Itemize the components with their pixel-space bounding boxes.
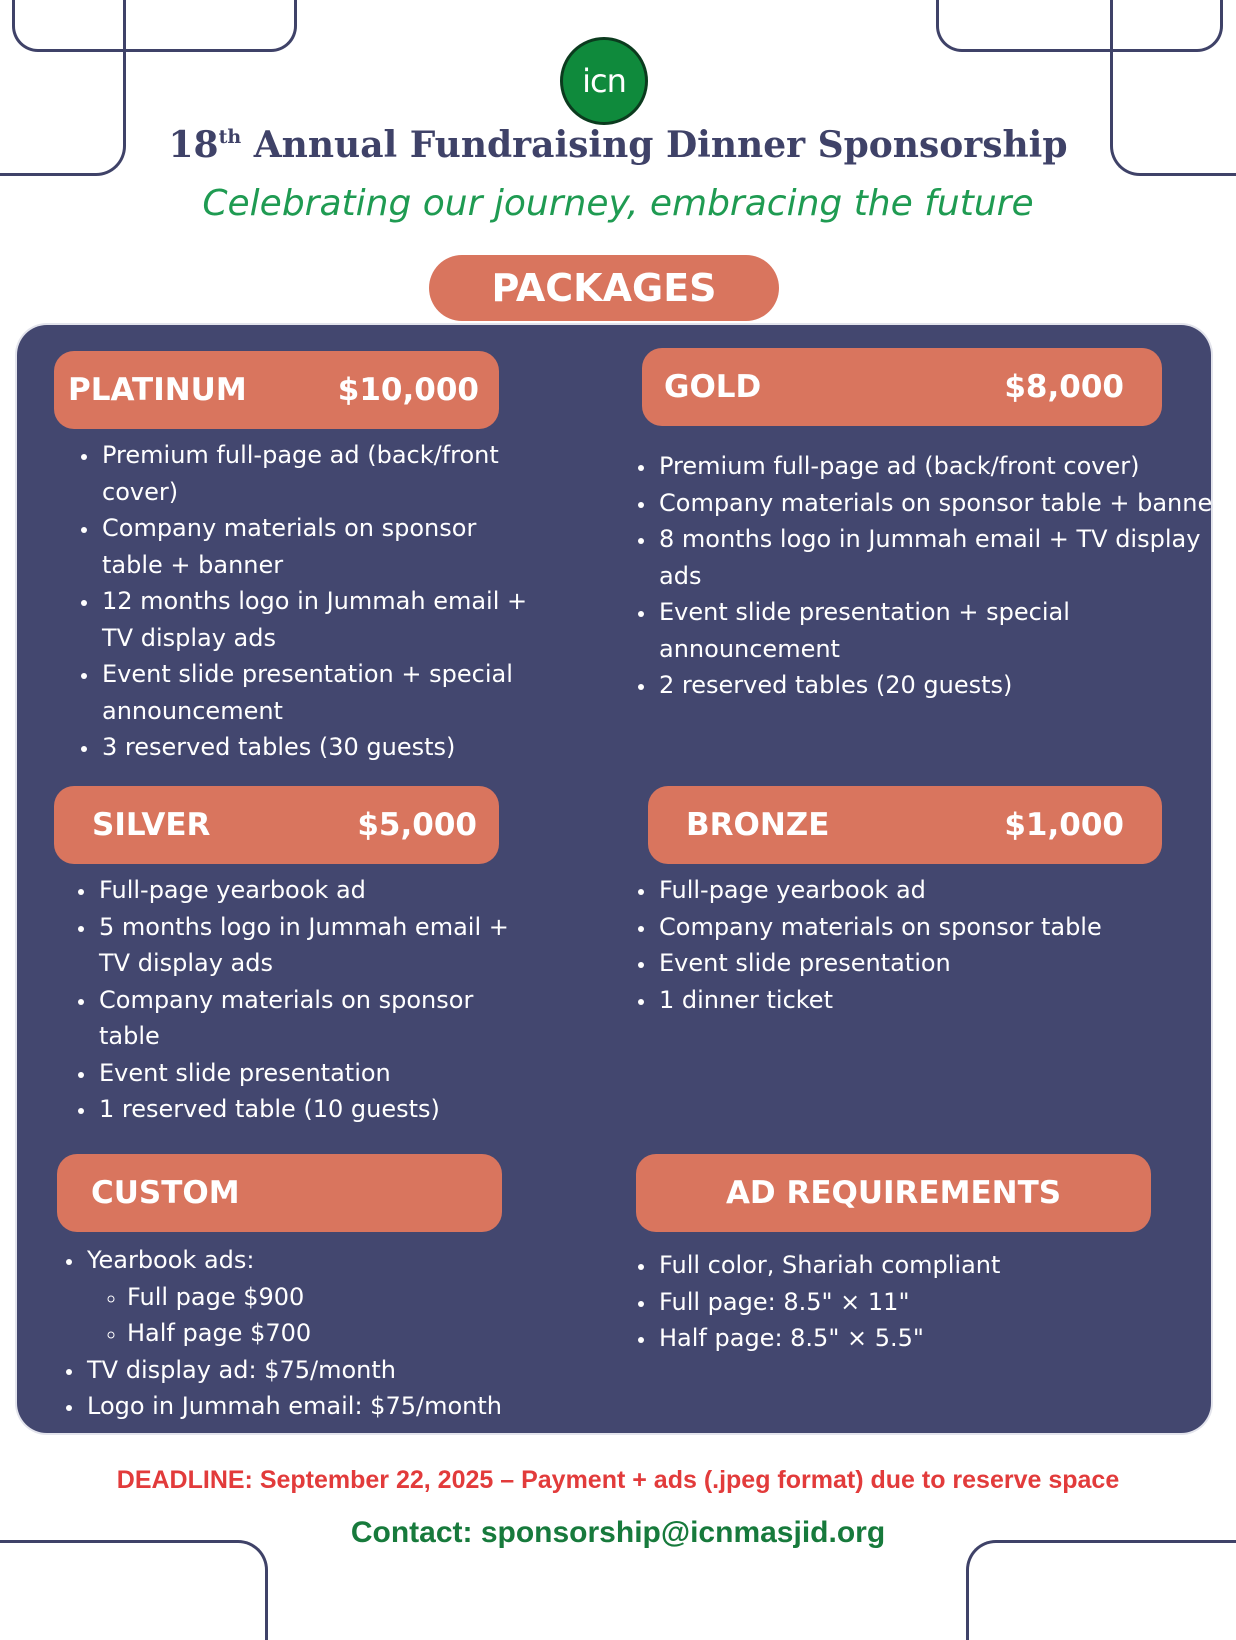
platinum-price: $10,000 bbox=[337, 372, 479, 408]
list-item: • 1 dinner ticket bbox=[657, 982, 1217, 1019]
list-item: • Company materials on sponsor table bbox=[657, 909, 1217, 946]
packages-heading: PACKAGES bbox=[429, 255, 779, 321]
silver-benefits bbox=[71, 872, 537, 1128]
bronze-benefits bbox=[631, 872, 1217, 1018]
list-item: • Event slide presentation + special announcement bbox=[100, 656, 530, 729]
bronze-name: BRONZE bbox=[686, 807, 830, 843]
title-number: 18 bbox=[168, 124, 219, 166]
custom-name: CUSTOM bbox=[91, 1175, 240, 1211]
list-item: • Premium full-page ad (back/front cover) bbox=[100, 437, 530, 510]
list-item: • Full color, Shariah compliant bbox=[657, 1247, 1197, 1284]
list-item: • 3 reserved tables (30 guests) bbox=[100, 729, 530, 766]
platinum-header bbox=[54, 351, 499, 429]
list-item: • Premium full-page ad (back/front cover) bbox=[657, 448, 1227, 485]
bronze-header bbox=[648, 786, 1162, 864]
title-rest: Annual Fundraising Dinner Sponsorship bbox=[241, 124, 1068, 166]
list-item: • 8 months logo in Jummah email + TV display ads bbox=[657, 521, 1227, 594]
corner-decoration bbox=[966, 1540, 1236, 1640]
list-item: • 2 reserved tables (20 guests) bbox=[657, 667, 1227, 704]
list-item: • 5 months logo in Jummah email + TV display ads bbox=[97, 909, 537, 982]
list-item: • Company materials on sponsor table bbox=[97, 982, 537, 1055]
gold-benefits bbox=[631, 448, 1227, 704]
gold-header bbox=[642, 348, 1162, 426]
list-item: • Full-page yearbook ad bbox=[657, 872, 1217, 909]
icn-logo bbox=[560, 37, 648, 125]
list-item: • Full page: 8.5" × 11" bbox=[657, 1284, 1197, 1321]
ad-requirements-name: AD REQUIREMENTS bbox=[725, 1175, 1062, 1211]
gold-name: GOLD bbox=[664, 369, 762, 405]
list-item: • TV display ad: $75/month bbox=[85, 1352, 605, 1389]
silver-name: SILVER bbox=[92, 807, 211, 843]
list-item: ◦ Full page $900 bbox=[127, 1279, 605, 1316]
ad-requirements-list bbox=[631, 1247, 1197, 1357]
deadline-notice: DEADLINE: September 22, 2025 – Payment + ads (.jpeg format) due to reserve space bbox=[116, 1466, 1120, 1494]
platinum-name: PLATINUM bbox=[68, 372, 247, 408]
contact-email[interactable]: Contact: sponsorship@icnmasjid.org bbox=[350, 1516, 886, 1549]
custom-header bbox=[57, 1154, 502, 1232]
list-item: • 1 reserved table (10 guests) bbox=[97, 1091, 537, 1128]
list-item: • Event slide presentation bbox=[97, 1055, 537, 1092]
title-suffix: th bbox=[218, 126, 242, 148]
platinum-benefits bbox=[74, 437, 530, 766]
list-item bbox=[85, 1242, 605, 1352]
list-item: ◦ Half page $700 bbox=[127, 1315, 605, 1352]
tagline: Celebrating our journey, embracing the future bbox=[202, 183, 1034, 224]
packages-panel bbox=[17, 325, 1223, 1433]
corner-decoration bbox=[0, 1540, 268, 1640]
page-title bbox=[0, 124, 1236, 166]
yearbook-label: Yearbook ads: bbox=[87, 1246, 255, 1274]
list-item: • Company materials on sponsor table + banner bbox=[657, 485, 1227, 522]
list-item: • Logo in Jummah email: $75/month bbox=[85, 1388, 605, 1425]
list-item: • Company materials on sponsor table + banner bbox=[100, 510, 530, 583]
custom-options bbox=[59, 1242, 605, 1425]
ad-requirements-header bbox=[636, 1154, 1151, 1232]
list-item: • 12 months logo in Jummah email + TV display ads bbox=[100, 583, 530, 656]
list-item: • Half page: 8.5" × 5.5" bbox=[657, 1320, 1197, 1357]
list-item: • Full-page yearbook ad bbox=[97, 872, 537, 909]
gold-price: $8,000 bbox=[1004, 369, 1124, 405]
list-item: • Event slide presentation bbox=[657, 945, 1217, 982]
bronze-price: $1,000 bbox=[1004, 807, 1124, 843]
silver-price: $5,000 bbox=[357, 807, 477, 843]
silver-header bbox=[54, 786, 499, 864]
list-item: • Event slide presentation + special announcement bbox=[657, 594, 1227, 667]
logo-text: icn bbox=[582, 62, 626, 100]
yearbook-sublist bbox=[87, 1279, 605, 1352]
